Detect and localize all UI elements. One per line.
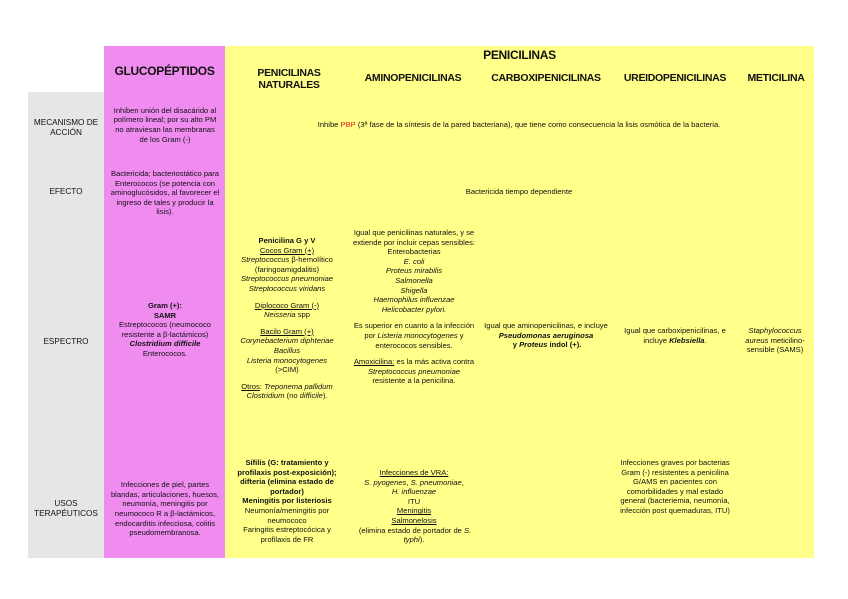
treponema: Treponema pallidum (264, 381, 333, 391)
salmonelosis-t3: ). (419, 535, 425, 545)
meticilina-text (738, 326, 812, 355)
salmonelosis (350, 516, 478, 545)
usos-naturales (228, 458, 346, 544)
espectro-ureido (616, 326, 734, 345)
infecciones-vra: Infecciones de VRA: (379, 468, 449, 477)
amino-header: AMINOPENICILINAS (364, 72, 462, 84)
amoxicilina (352, 357, 476, 386)
otros-sep: : (259, 381, 265, 391)
amoxicilina-strep: Streptococcus pneumoniae (367, 366, 461, 376)
enterobacterias: Enterobacterias (387, 247, 441, 257)
efecto-penicilinas: Bactericida tiempo dependiente (465, 187, 573, 197)
s-pyogenes: S. pyogenes (364, 477, 407, 487)
haemophilus: Haemophilus influenzae (373, 295, 455, 305)
carboxi-t3: y (510, 340, 520, 350)
corynebacterium: Corynebacterium diphteriae (240, 336, 334, 346)
staph-aureus: Staphylococcus aureus (745, 326, 802, 345)
h-influenzae: H. influenzae (391, 487, 437, 497)
e-coli: E. coli (403, 256, 425, 266)
amoxicilina-end: resistente a la penicilina. (372, 376, 456, 386)
mecanismo-glucopeptidos: Inhiben unión del disacárido al polímero lineal; por su alto PM no atraviesan las membranas de los Gram (-) (113, 105, 217, 144)
difficile: difficile (299, 391, 323, 401)
espectro-amino (352, 228, 476, 386)
strep-viridans: Streptococcus viridans (248, 283, 326, 293)
penicilinas-group-header: PENICILINAS (483, 48, 556, 62)
proteus-mirabilis: Proteus mirabilis (385, 266, 443, 276)
helicobacter: Helicobacter pylori. (381, 304, 447, 314)
espectro-gluco-l3: Estreptococos (neumococo resistente a β-lactámicos) (118, 320, 211, 339)
klebsiella: Klebsiella (669, 335, 705, 345)
strep-beta-desc: β-hemolítico (faringoamigdalitis) (254, 255, 333, 274)
amino-superior-2: y enterococos sensibles. (375, 330, 464, 350)
meticilina-header: METICILINA (747, 72, 805, 84)
neisseria (228, 310, 346, 320)
espectro-glucopeptidos (108, 301, 222, 359)
row-label-efecto: EFECTO (49, 187, 83, 196)
espectro-naturales (228, 236, 346, 401)
row-label-column (28, 92, 104, 558)
row-label-mecanismo: MECANISMO DE ACCIÓN (33, 118, 99, 137)
s-pneumoniae: S. pneumoniae (410, 477, 462, 487)
faringitis: Faringitis estreptocócica y profilaxis de FR (243, 525, 331, 544)
glucopeptidos-header: GLUCOPÉPTIDOS (114, 64, 215, 78)
listeria: Listeria monocytogenes (246, 355, 328, 365)
clostridium: Clostridium (246, 391, 285, 401)
strep-beta (228, 255, 346, 274)
meningitis-listeriosis: Meningitis por listeriosis (242, 496, 332, 506)
clostridium-end: ). (322, 391, 328, 401)
salmonelosis-label: Salmonelosis (391, 515, 437, 525)
amoxicilina-label: Amoxicilina: (353, 357, 395, 367)
naturales-header: PENICILINAS NATURALES (257, 67, 321, 91)
ureido-t1: Igual que carboxipenicilinas, e incluye (624, 326, 726, 345)
mecanismo-penicilinas (228, 118, 810, 132)
usos-glucopeptidos: Infecciones de piel, partes blandas, articulaciones, huesos, neumonía, meningitis por neumococo R a β-lactámicos, endocarditis infecciosa, colitis pseudomembranosa. (110, 480, 220, 538)
proteus: Proteus (519, 340, 548, 350)
amoxicilina-desc: es la más activa contra (394, 357, 475, 367)
vra-sep2: , (461, 477, 464, 487)
carboxi-text (482, 321, 610, 350)
s-typhi: S. typhi (403, 525, 472, 545)
otros (228, 382, 346, 401)
amino-listeria: Listeria monocytogenes (377, 330, 458, 340)
carboxi-header: CARBOXIPENICILINAS (491, 72, 601, 84)
listeria-cim: (>CIM) (275, 365, 299, 375)
espectro-meticilina (738, 326, 812, 355)
diplococo-gram-neg: Diplococo Gram (-) (254, 300, 320, 310)
usos-ureido: Infecciones graves por bacterias Gram (-) resistentes a penicilina G/AMS en pacientes con comorbilidades y mal estado general (bacteriemia, neumonía, infección post quemaduras, ITU) (620, 458, 730, 515)
row-label-usos: USOS TERAPÉUTICOS (34, 499, 98, 518)
amino-itu: ITU (407, 496, 421, 506)
neumonia-meningitis: Neumonía/meningitis por neumococo (244, 505, 330, 525)
neisseria-spp: spp (295, 310, 310, 320)
ureido-t3: . (704, 335, 707, 345)
amino-meningitis: Meningitis (396, 506, 432, 516)
espectro-gluco-l1: Gram (+): (148, 301, 182, 310)
mecanismo-pen-post: (3ª fase de la síntesis de la pared bacteriana), que tiene como consecuencia la lisis osmótica de la bacteria. (355, 120, 721, 130)
espectro-gluco-l4: Clostridium difficile (129, 339, 201, 349)
amino-superior (352, 321, 476, 350)
espectro-carboxi (482, 321, 610, 350)
pseudomonas: Pseudomonas aeruginosa (498, 330, 594, 340)
otros-label: Otros (241, 381, 260, 391)
bacilo-gram-pos: Bacilo Gram (+) (260, 326, 314, 336)
strep-pneumoniae: Streptococcus pneumoniae (240, 274, 334, 284)
pbp-label: PBP (340, 120, 356, 130)
espectro-gluco-l2: SAMR (153, 310, 177, 320)
efecto-glucopeptidos: Bactericida; bacteriostático para Enterococos (se potencia con aminoglucósidos, al favorecer el ingreso de tales y producir la lisis). (110, 169, 220, 217)
vra-sep1: , (406, 477, 411, 487)
salmonella: Salmonella (395, 275, 433, 285)
sifilis: Sífilis (G: tratamiento y profilaxis post-exposición); difteria (elimina estado de portador) (237, 458, 337, 496)
naturales-title: Penicilina G y V (258, 236, 316, 245)
mecanismo-pen-pre: Inhibe (317, 120, 341, 130)
cocos-gram-pos: Cocos Gram (+) (259, 245, 315, 255)
shigella: Shigella (400, 285, 428, 295)
neisseria-name: Neisseria (263, 310, 296, 320)
vra-organisms (350, 478, 478, 488)
espectro-gluco-l5: Enterococos. (142, 348, 188, 358)
meticilina-t2: meticilino-sensible (SAMS) (746, 335, 805, 355)
usos-amino (350, 468, 478, 545)
row-label-espectro: ESPECTRO (43, 337, 89, 346)
amino-superior-1: Es superior en cuanto a la infección por (353, 321, 475, 340)
salmonelosis-t2: (elimina estado de portador de (356, 525, 465, 535)
strep-beta-name: Streptococcus (241, 255, 290, 265)
ureido-header: UREIDOPENICILINAS (623, 72, 727, 84)
bacillus: Bacillus (273, 345, 301, 355)
ureido-text (616, 326, 734, 345)
carboxi-t5: indol (+). (547, 340, 582, 350)
carboxi-t1: Igual que aminopenicilinas, e incluye (484, 321, 608, 330)
clostridium-no: (no (284, 391, 300, 401)
amino-p1: Igual que penicilinas naturales, y se extiende por incluir cepas sensibles: (353, 228, 475, 247)
